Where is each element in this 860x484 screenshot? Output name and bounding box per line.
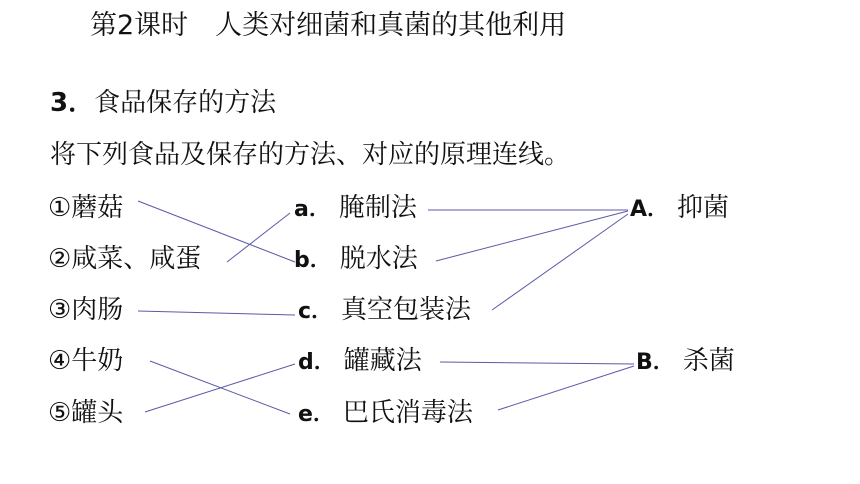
food-item-3[interactable]: ③肉肠 [48,295,124,325]
connector-line [138,311,295,315]
page-title: 第2课时 人类对细菌和真菌的其他利用 [90,10,567,41]
food-item-1[interactable]: ①蘑菇 [48,193,124,223]
connector-line [498,366,634,410]
method-letter: a． [294,197,331,222]
principle-text: 杀菌 [682,346,735,376]
principle-letter: A． [630,197,670,222]
connector-line [138,201,295,262]
question-heading-text: 食品保存的方法 [94,88,277,118]
principle-letter: B． [636,350,675,375]
connector-line [145,364,295,412]
food-item-2[interactable]: ②咸菜、咸蛋 [48,244,202,274]
connector-line [440,362,634,364]
connector-line [227,213,290,262]
question-number: 3． [50,88,95,118]
food-item-4[interactable]: ④牛奶 [48,346,124,376]
question-instruction: 将下列食品及保存的方法、对应的原理连线。 [50,140,571,170]
food-item-5[interactable]: ⑤罐头 [48,398,124,428]
principle-text: 抑菌 [677,193,730,223]
connector-line [436,211,628,261]
method-letter: b． [294,248,332,273]
method-text: 巴氏消毒法 [342,398,473,428]
method-text: 真空包装法 [341,295,472,325]
method-letter: c． [298,299,334,324]
method-text: 罐藏法 [343,346,422,376]
method-text: 腌制法 [338,193,417,223]
method-letter: e． [298,402,335,427]
method-letter: d． [298,350,336,375]
method-text: 脱水法 [339,244,418,274]
